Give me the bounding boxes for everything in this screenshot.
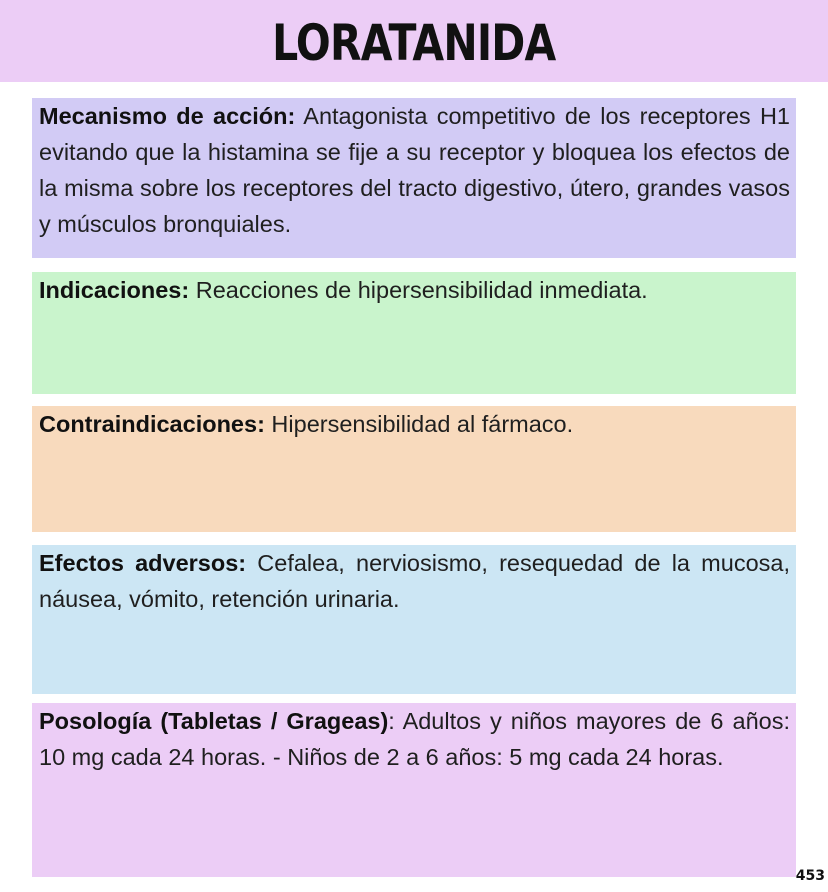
mecanismo-text: Antagonista competitivo de los receptores H1 evitando que la histamina se fije a su receptor y bloquea los efectos de la misma sobre los receptores del tracto digestivo, útero, grandes vasos y músculos bronquiales. xyxy=(39,103,790,237)
efectos-label: Efectos adversos: xyxy=(39,550,247,576)
posologia-label: Posología (Tabletas / Grageas) xyxy=(39,708,389,734)
posologia-section xyxy=(32,703,796,877)
page-title: LORATANIDA xyxy=(272,14,556,72)
mecanismo-label: Mecanismo de acción: xyxy=(39,103,296,129)
efectos-text: Cefalea, nerviosismo, resequedad de la mucosa, náusea, vómito, retención urinaria. xyxy=(39,550,790,612)
contraindicaciones-text: Hipersensibilidad al fármaco. xyxy=(264,411,574,437)
mecanismo-section xyxy=(32,98,796,258)
page-number: 453 xyxy=(795,868,825,884)
title-banner xyxy=(0,0,828,82)
posologia-text: : Adultos y niños mayores de 6 años: 10 mg cada 24 horas. - Niños de 2 a 6 años: 5 mg cada 24 horas. xyxy=(39,708,790,770)
contraindicaciones-section xyxy=(32,406,796,532)
efectos-section xyxy=(32,545,796,694)
indicaciones-label: Indicaciones: xyxy=(39,277,190,303)
indicaciones-section xyxy=(32,272,796,394)
indicaciones-text: Reacciones de hipersensibilidad inmediata. xyxy=(189,277,648,303)
contraindicaciones-label: Contraindicaciones: xyxy=(39,411,265,437)
